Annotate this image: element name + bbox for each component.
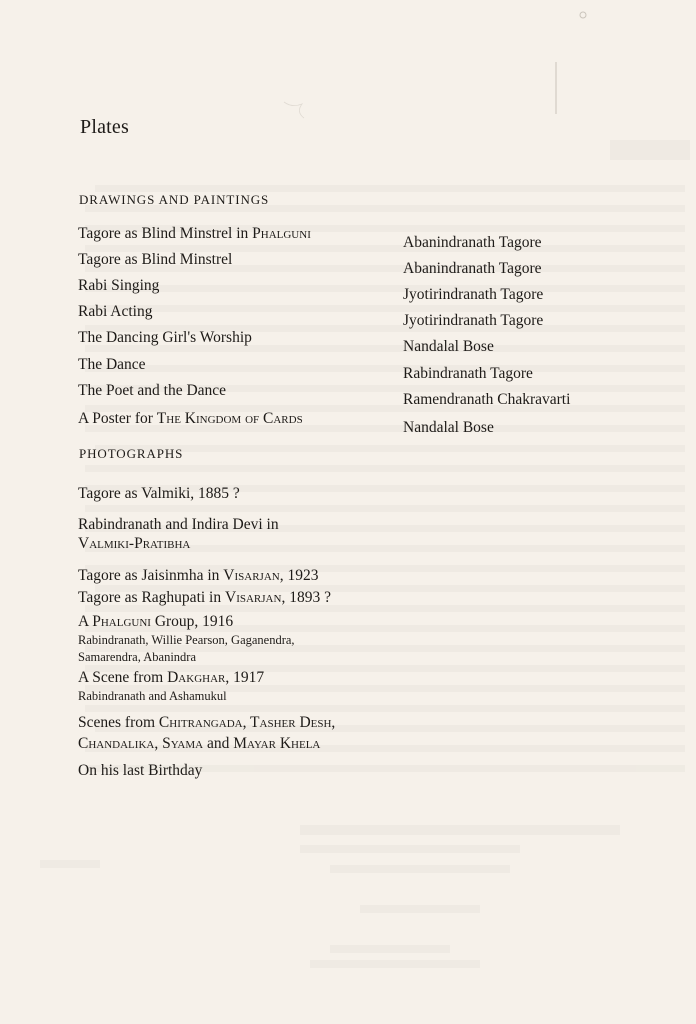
plate-artist: Abanindranath Tagore [403,260,542,277]
plate-title: On his last Birthday [78,762,203,779]
plate-artist: Jyotirindranath Tagore [403,286,544,303]
page-title: Plates [80,116,129,138]
plate-title: Tagore as Valmiki, 1885 ? [78,485,240,502]
plate-title: Scenes from Chitrangada, Tasher Desh, Chandalika, Syama and Mayar Khela [78,714,336,752]
plate-artist: Abanindranath Tagore [403,234,542,251]
plate-title: Rabi Singing [78,277,160,294]
plate-caption: Rabindranath, Willie Pearson, Gaganendra, [78,633,295,647]
plate-artist: Rabindranath Tagore [403,365,533,382]
plate-caption: Samarendra, Abanindra [78,650,197,664]
plate-artist: Ramendranath Chakravarti [403,391,571,408]
section-heading-photographs: PHOTOGRAPHS [79,446,184,461]
plate-artist: Jyotirindranath Tagore [403,312,544,329]
plate-title: The Poet and the Dance [78,382,227,399]
plate-title: A Scene from Dakghar, 1917 Rabindranath and Ashamukul [78,669,265,703]
plate-artist: Nandalal Bose [403,419,494,436]
plate-title: A Poster for The Kingdom of Cards [78,410,303,427]
plate-title: Rabindranath and Indira Devi in Valmiki-Pratibha [78,516,279,552]
plate-title: Tagore as Blind Minstrel [78,251,233,268]
plate-title: Rabi Acting [78,303,153,320]
plate-caption: Rabindranath and Ashamukul [78,689,227,703]
plate-title: Tagore as Jaisinmha in Visarjan, 1923 [78,567,319,584]
section-heading-drawings: DRAWINGS AND PAINTINGS [79,192,270,207]
plate-title: A Phalguni Group, 1916 Rabindranath, Willie Pearson, Gaganendra, Samarendra, Abanindra [78,613,295,664]
plate-title: Tagore as Raghupati in Visarjan, 1893 ? [78,589,331,606]
plate-title: The Dancing Girl's Worship [78,329,252,346]
plate-artist: Nandalal Bose [403,338,494,355]
plate-title: Tagore as Blind Minstrel in Phalguni [78,225,311,242]
plate-title: The Dance [78,356,146,373]
